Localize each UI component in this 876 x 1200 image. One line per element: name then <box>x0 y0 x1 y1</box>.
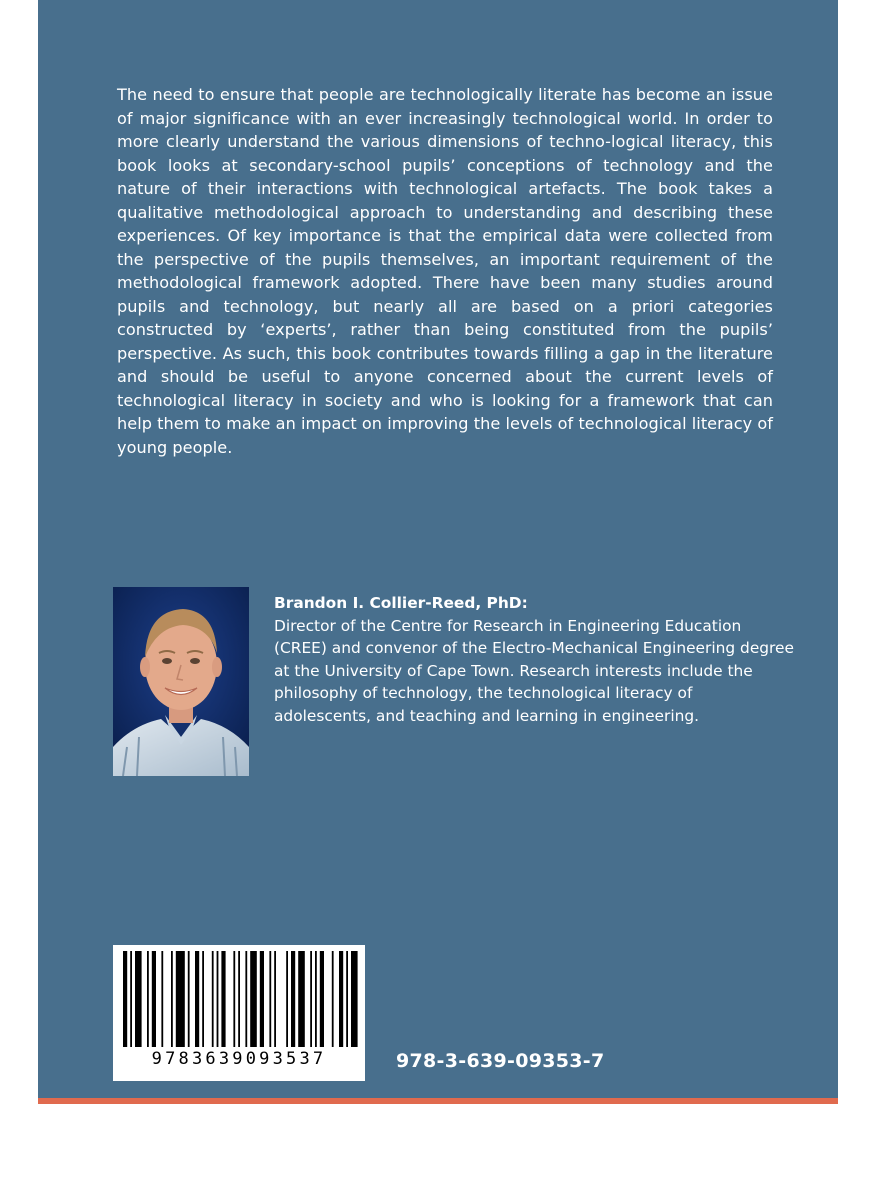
barcode-bar <box>291 951 295 1047</box>
barcode-bar <box>130 951 132 1047</box>
barcode-bar <box>123 951 127 1047</box>
barcode <box>113 945 365 1081</box>
author-photo <box>113 587 249 776</box>
barcode-bar <box>202 951 204 1047</box>
barcode-bar <box>171 951 173 1047</box>
barcode-bar <box>351 951 358 1047</box>
barcode-bar <box>152 951 156 1047</box>
barcode-bar <box>298 951 305 1047</box>
barcode-bar <box>269 951 271 1047</box>
barcode-bar <box>161 951 163 1047</box>
barcode-bar <box>212 951 214 1047</box>
author-name: Brandon I. Collier-Reed, PhD: <box>274 594 528 612</box>
barcode-bar <box>221 951 225 1047</box>
barcode-bar <box>320 951 324 1047</box>
barcode-bar <box>274 951 276 1047</box>
barcode-bar <box>238 951 240 1047</box>
barcode-bar <box>188 951 190 1047</box>
barcode-bar <box>176 951 185 1047</box>
barcode-bar <box>346 951 348 1047</box>
barcode-bar <box>195 951 199 1047</box>
isbn-number: 978-3-639-09353-7 <box>396 1050 605 1072</box>
barcode-bar <box>135 951 142 1047</box>
barcode-bar <box>250 951 257 1047</box>
barcode-bar <box>286 951 288 1047</box>
barcode-bar <box>245 951 247 1047</box>
author-bio <box>274 592 794 728</box>
barcode-bar <box>217 951 219 1047</box>
barcode-bar <box>315 951 317 1047</box>
accent-strip <box>38 1098 838 1104</box>
author-description: Director of the Centre for Research in Engineering Education (CREE) and convenor of the Electro-Mechanical Engineering degree at the University of Cape Town. Research interests include the philosophy of technology, the technological literacy of adolescents, and teaching and learning in engineering. <box>274 616 794 725</box>
book-blurb: The need to ensure that people are technologically literate has become an issue of major significance with an ever increasingly technological world. In order to more clearly understand the various dimensions of techno-logical literacy, this book looks at secondary-school pupils’ conceptions of technology and the nature of their interactions with technological artefacts. The book takes a qualitative methodological approach to understanding and describing these experiences. Of key importance is that the empirical data were collected from the perspective of the pupils themselves, an important requirement of the methodological framework adopted. There have been many studies around pupils and technology, but nearly all are based on a priori categories constructed by ‘experts’, rather than being constituted from the pupils’ perspective. As such, this book contributes towards filling a gap in the literature and should be useful to anyone concerned about the current levels of technological literacy in society and who is looking for a framework that can help them to make an impact on improving the levels of technological literacy of young people. <box>117 85 773 457</box>
barcode-bar <box>260 951 264 1047</box>
barcode-digits: 9783639093537 <box>151 1049 327 1069</box>
barcode-bar <box>339 951 343 1047</box>
barcode-bar <box>310 951 312 1047</box>
barcode-bar <box>332 951 334 1047</box>
barcode-bar <box>233 951 235 1047</box>
barcode-bar <box>147 951 149 1047</box>
